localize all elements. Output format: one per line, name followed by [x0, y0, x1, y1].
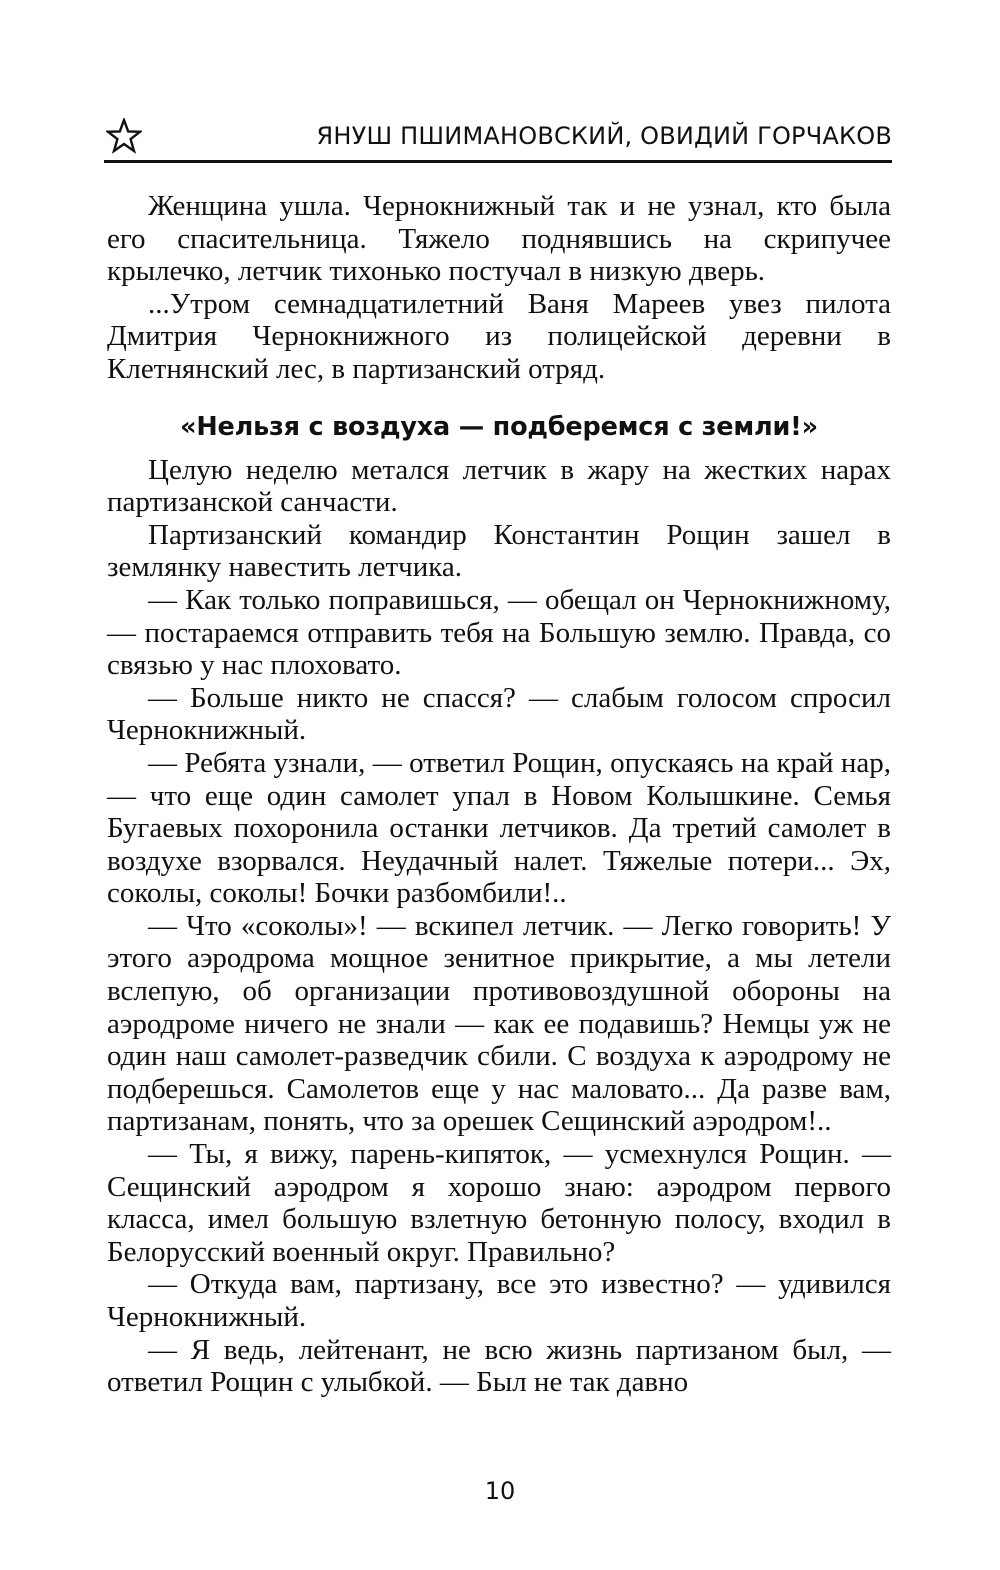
body-text — [107, 190, 891, 1399]
paragraph: Целую неделю метался летчик в жару на жестких нарах партизанской санчасти. — [107, 453, 891, 519]
paragraph: Партизанский командир Константин Рощин зашел в землянку навестить летчика. — [107, 518, 891, 584]
paragraph: ...Утром семнадцатилетний Ваня Мареев увез пилота Дмитрия Чернокнижного из полицейской деревни в Клетнянский лес, в партизанский отряд. — [107, 287, 891, 385]
star-outline-icon — [106, 118, 142, 154]
running-head: ЯНУШ ПШИМАНОВСКИЙ, ОВИДИЙ ГОРЧАКОВ — [316, 122, 892, 150]
paragraph: — Ребята узнали, — ответил Рощин, опускаясь на край нар, — что еще один самолет упал в Новом Колышкине. Семья Бугаевых похоронила останки летчиков. Да третий самолет в воздухе взорвался. Неудачный налет. Тяжелые потери... Эх, соколы, соколы! Бочки разбомбили!.. — [107, 746, 891, 910]
section-title: «Нельзя с воздуха — подберемся с земли!» — [180, 411, 818, 442]
paragraph: — Откуда вам, партизану, все это известно? — удивился Чернокнижный. — [107, 1268, 891, 1333]
page-number: 10 — [484, 1477, 516, 1505]
paragraph: — Больше никто не спасся? — слабым голосом спросил Чернокнижный. — [107, 681, 891, 747]
paragraph: Женщина ушла. Чернокнижный так и не узнал, кто была его спасительница. Тяжело поднявшись на скрипучее крылечко, летчик тихонько постучал в низкую дверь. — [107, 190, 891, 288]
page-header — [104, 112, 892, 163]
paragraph: — Что «соколы»! — вскипел летчик. — Легко говорить! У этого аэродрома мощное зенитное прикрытие, а мы летели вслепую, об организации противовоздушной обороны на аэродроме ничего не знали — как ее подавишь? Немцы уж не один наш самолет-разведчик сбили. С воздуха к аэродрому не подберешься. Самолетов еще у нас маловато... Да разве вам, партизанам, понять, что за орешек Сещинский аэродром!.. — [107, 909, 891, 1138]
paragraph: — Я ведь, лейтенант, не всю жизнь партизаном был, — ответил Рощин с улыбкой. — Был не так давно — [107, 1333, 891, 1399]
paragraph: — Как только поправишься, — обещал он Чернокнижному, — постараемся отправить тебя на Большую землю. Правда, со связью у нас плоховато. — [107, 583, 891, 682]
paragraph: — Ты, я вижу, парень-кипяток, — усмехнулся Рощин. — Сещинский аэродром я хорошо знаю: аэродром первого класса, имел большую взлетную бетонную полосу, входил в Белорусский военный округ. Правильно? — [107, 1138, 891, 1268]
